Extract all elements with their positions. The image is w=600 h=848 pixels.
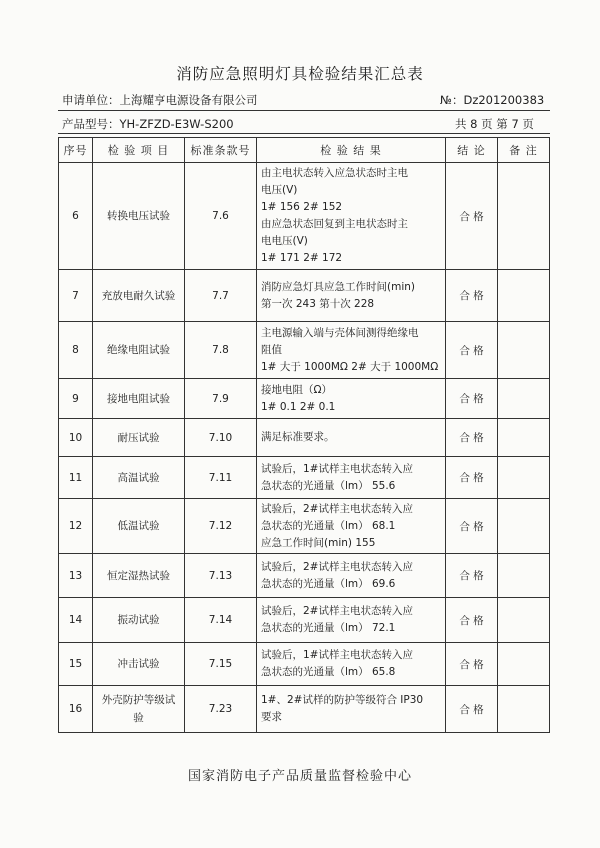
test-result	[257, 499, 446, 554]
document-title: 消防应急照明灯具检验结果汇总表	[176, 65, 424, 83]
remark	[498, 457, 550, 499]
remark	[498, 419, 550, 457]
row-number: 16	[59, 686, 93, 733]
remark	[498, 499, 550, 554]
standard-clause: 7.7	[185, 270, 257, 322]
test-result	[257, 270, 446, 322]
test-item: 振动试验	[93, 598, 185, 643]
result-line: 急状态的光通量（lm） 68.1	[261, 519, 396, 532]
conclusion: 合 格	[446, 457, 498, 499]
result-line: 试验后，2#试样主电状态转入应	[261, 560, 413, 573]
standard-clause: 7.15	[185, 643, 257, 686]
conclusion: 合 格	[446, 598, 498, 643]
result-line: 主电源输入端与壳体间测得绝缘电	[261, 326, 419, 339]
remark	[498, 554, 550, 598]
row-number: 8	[59, 322, 93, 379]
row-number: 13	[59, 554, 93, 598]
remark	[498, 163, 550, 270]
row-number: 7	[59, 270, 93, 322]
test-result	[257, 419, 446, 457]
test-item: 冲击试验	[93, 643, 185, 686]
result-line: 第一次 243 第十次 228	[261, 297, 375, 310]
result-line: 满足标准要求。	[261, 431, 335, 443]
result-line: 阻值	[261, 343, 282, 356]
standard-clause: 7.23	[185, 686, 257, 733]
test-item: 高温试验	[93, 457, 185, 499]
page-info: 共 8 页 第 7 页	[455, 117, 534, 131]
result-line: 试验后，2#试样主电状态转入应	[261, 502, 413, 515]
result-line: 要求	[261, 711, 282, 723]
result-line: 试验后，1#试样主电状态转入应	[261, 649, 413, 661]
standard-clause: 7.12	[185, 499, 257, 554]
row-number: 15	[59, 643, 93, 686]
header-remark: 备 注	[498, 138, 550, 163]
result-line: 急状态的光通量（lm） 55.6	[261, 479, 396, 492]
row-number: 9	[59, 379, 93, 419]
table-row	[59, 598, 550, 643]
header-clause: 标准条款号	[185, 138, 257, 163]
conclusion: 合 格	[446, 379, 498, 419]
header-result: 检 验 结 果	[257, 138, 446, 163]
standard-clause: 7.9	[185, 379, 257, 419]
result-line: 应急工作时间(min) 155	[261, 536, 376, 549]
remark	[498, 598, 550, 643]
conclusion: 合 格	[446, 419, 498, 457]
table-body	[59, 163, 550, 733]
table-row	[59, 322, 550, 379]
test-result	[257, 598, 446, 643]
test-result	[257, 322, 446, 379]
results-table	[58, 137, 550, 733]
row-number: 12	[59, 499, 93, 554]
standard-clause: 7.8	[185, 322, 257, 379]
remark	[498, 270, 550, 322]
standard-clause: 7.10	[185, 419, 257, 457]
test-result	[257, 554, 446, 598]
test-result	[257, 457, 446, 499]
report-number: №：Dz201200383	[440, 93, 545, 107]
header-no: 序号	[59, 138, 93, 163]
standard-clause: 7.6	[185, 163, 257, 270]
header-conclusion: 结 论	[446, 138, 498, 163]
table-row	[59, 457, 550, 499]
standard-clause: 7.11	[185, 457, 257, 499]
header-item: 检 验 项 目	[93, 138, 185, 163]
test-item: 绝缘电阻试验	[93, 322, 185, 379]
row-number: 6	[59, 163, 93, 270]
remark	[498, 686, 550, 733]
test-item: 恒定湿热试验	[93, 554, 185, 598]
result-line: 电电压(V)	[261, 235, 308, 247]
row-number: 14	[59, 598, 93, 643]
test-result	[257, 163, 446, 270]
conclusion: 合 格	[446, 322, 498, 379]
applicant: 申请单位：上海耀亨电源设备有限公司	[62, 93, 258, 107]
result-line: 试验后，2#试样主电状态转入应	[261, 605, 413, 617]
header-rule	[58, 110, 550, 111]
test-item: 外壳防护等级试验	[93, 686, 185, 733]
table-header-row	[59, 138, 550, 163]
result-line: 1# 156 2# 152	[261, 201, 343, 213]
conclusion: 合 格	[446, 643, 498, 686]
remark	[498, 643, 550, 686]
conclusion: 合 格	[446, 499, 498, 554]
result-line: 急状态的光通量（lm） 72.1	[261, 622, 396, 634]
table-row	[59, 270, 550, 322]
remark	[498, 379, 550, 419]
result-line: 1# 0.1 2# 0.1	[261, 400, 336, 413]
test-item: 耐压试验	[93, 419, 185, 457]
header-rule	[58, 133, 550, 134]
result-line: 由主电状态转入应急状态时主电	[261, 167, 408, 179]
row-number: 11	[59, 457, 93, 499]
table-row	[59, 419, 550, 457]
table-row	[59, 554, 550, 598]
table-row	[59, 499, 550, 554]
result-line: 接地电阻（Ω）	[261, 383, 333, 396]
conclusion: 合 格	[446, 163, 498, 270]
test-item: 接地电阻试验	[93, 379, 185, 419]
table-row	[59, 686, 550, 733]
issuing-organization: 国家消防电子产品质量监督检验中心	[187, 769, 412, 784]
result-line: 试验后，1#试样主电状态转入应	[261, 462, 413, 475]
product-model: 产品型号：YH-ZFZD-E3W-S200	[62, 117, 234, 131]
result-line: 由应急状态回复到主电状态时主	[261, 218, 408, 230]
test-result	[257, 643, 446, 686]
test-item: 充放电耐久试验	[93, 270, 185, 322]
table-row	[59, 643, 550, 686]
test-item: 低温试验	[93, 499, 185, 554]
standard-clause: 7.14	[185, 598, 257, 643]
remark	[498, 322, 550, 379]
conclusion: 合 格	[446, 554, 498, 598]
result-line: 1# 大于 1000MΩ 2# 大于 1000MΩ	[261, 360, 439, 373]
result-line: 急状态的光通量（lm） 69.6	[261, 577, 396, 590]
result-line: 急状态的光通量（lm） 65.8	[261, 666, 396, 678]
result-line: 1#、2#试样的防护等级符合 IP30	[261, 694, 424, 706]
result-line: 电压(V)	[261, 184, 298, 196]
conclusion: 合 格	[446, 686, 498, 733]
result-line: 1# 171 2# 172	[261, 252, 343, 264]
table-row	[59, 163, 550, 270]
test-result	[257, 686, 446, 733]
table-row	[59, 379, 550, 419]
standard-clause: 7.13	[185, 554, 257, 598]
test-result	[257, 379, 446, 419]
result-line: 消防应急灯具应急工作时间(min)	[261, 280, 415, 293]
row-number: 10	[59, 419, 93, 457]
conclusion: 合 格	[446, 270, 498, 322]
test-item: 转换电压试验	[93, 163, 185, 270]
